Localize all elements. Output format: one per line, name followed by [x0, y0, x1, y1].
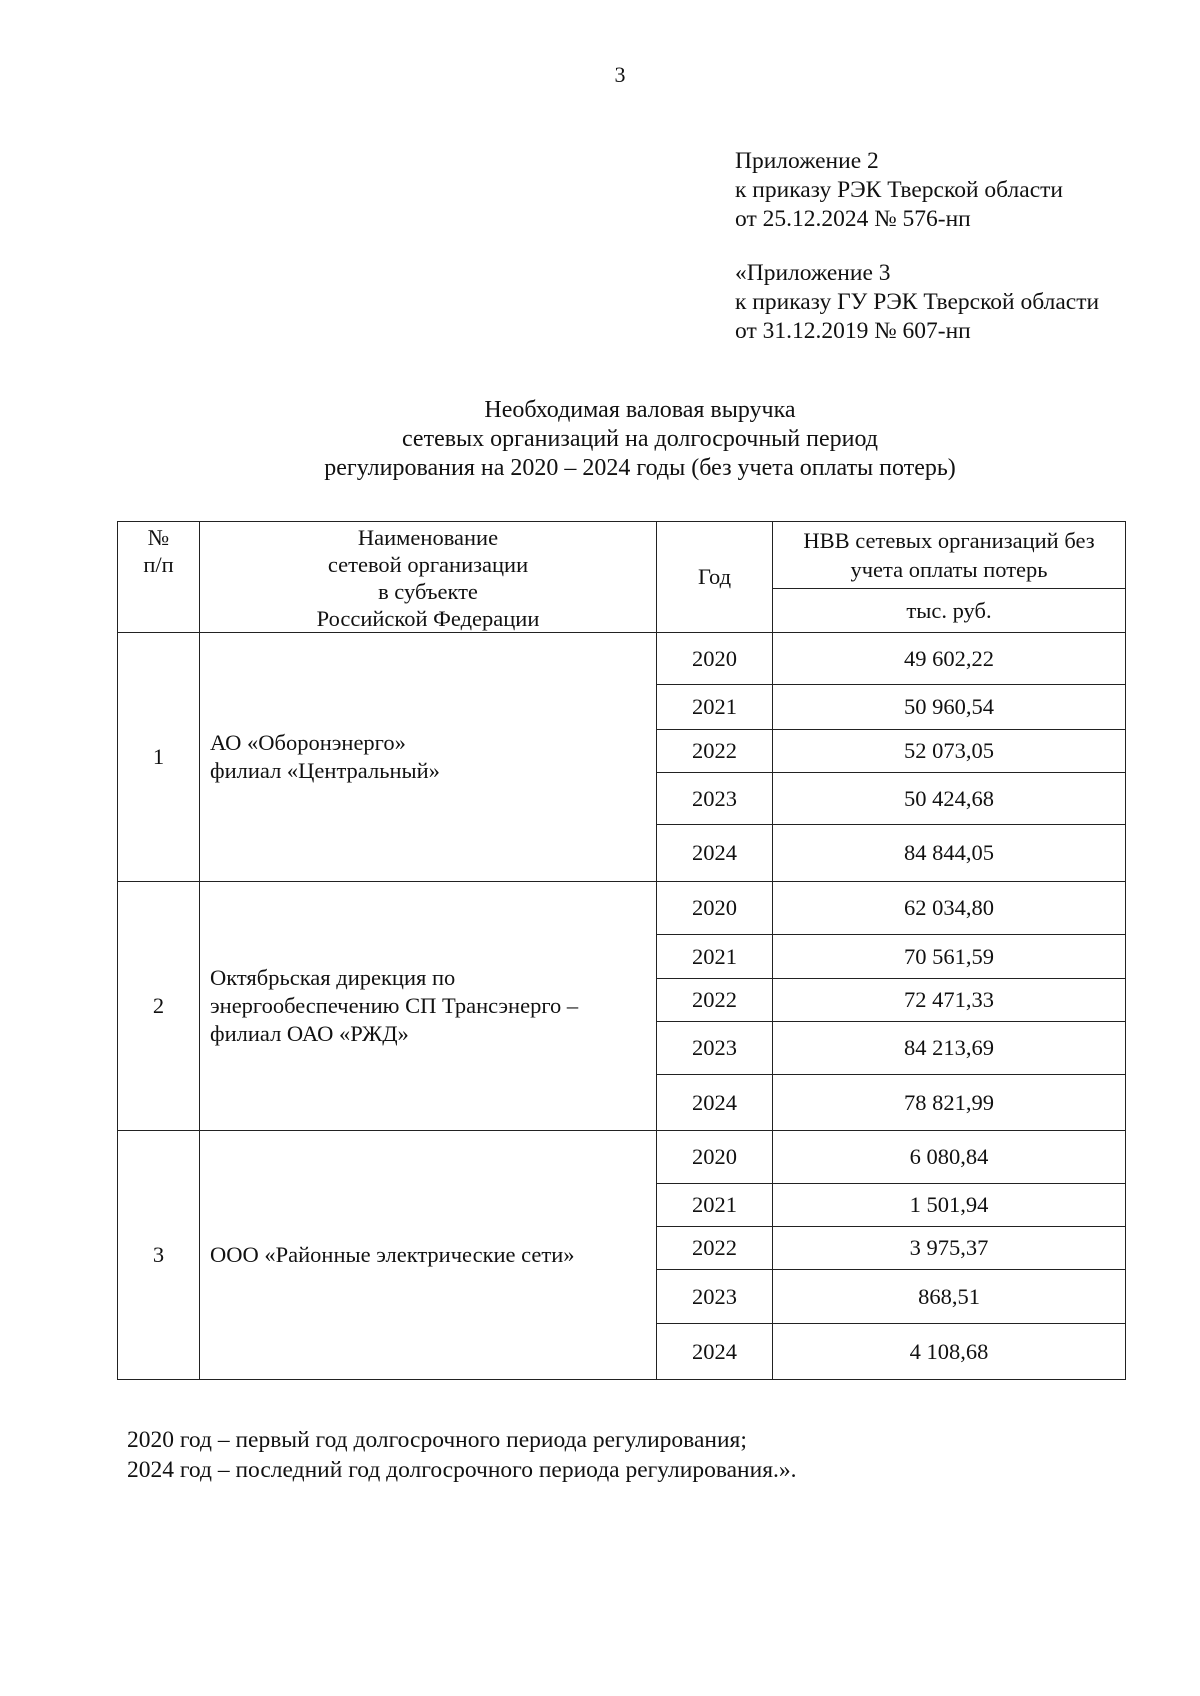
appendix-current-block — [735, 147, 1155, 234]
value-cell: 84 844,05 — [773, 825, 1126, 882]
header-nvv-line: НВВ сетевых организаций без — [803, 528, 1095, 554]
table-row — [118, 633, 1126, 685]
value-cell: 72 471,33 — [773, 979, 1126, 1022]
year-cell: 2023 — [657, 1270, 773, 1324]
page-number: 3 — [614, 62, 626, 87]
org-name-line: энергообеспечению СП Трансэнерго – — [210, 993, 579, 1018]
year-cell: 2021 — [657, 1184, 773, 1227]
org-name-line: ООО «Районные электрические сети» — [210, 1242, 575, 1267]
value-cell: 6 080,84 — [773, 1131, 1126, 1184]
header-name-line: в субъекте — [378, 579, 478, 604]
value-cell: 52 073,05 — [773, 730, 1126, 773]
year-cell: 2021 — [657, 935, 773, 979]
org-number: 2 — [118, 882, 200, 1131]
header-nvv — [773, 522, 1126, 589]
value-cell: 1 501,94 — [773, 1184, 1126, 1227]
value-cell: 3 975,37 — [773, 1227, 1126, 1270]
org-name-line: АО «Оборонэнерго» — [210, 730, 406, 755]
year-cell: 2022 — [657, 730, 773, 773]
appendix-original-line: к приказу ГУ РЭК Тверской области — [735, 289, 1100, 315]
appendix-current-line: к приказу РЭК Тверской области — [735, 177, 1063, 203]
header-row-number — [118, 522, 200, 633]
year-cell: 2021 — [657, 685, 773, 730]
year-cell: 2020 — [657, 633, 773, 685]
year-cell: 2020 — [657, 882, 773, 935]
org-name — [200, 882, 657, 1131]
appendix-original-line: от 31.12.2019 № 607-нп — [735, 318, 971, 344]
value-cell: 49 602,22 — [773, 633, 1126, 685]
table-header-row — [118, 522, 1126, 589]
year-cell: 2022 — [657, 1227, 773, 1270]
header-name-line: сетевой организации — [327, 552, 529, 577]
header-nvv-line: учета оплаты потерь — [850, 557, 1048, 583]
appendix-current-line: Приложение 2 — [735, 148, 879, 174]
value-cell: 868,51 — [773, 1270, 1126, 1324]
org-number: 1 — [118, 633, 200, 882]
year-cell: 2022 — [657, 979, 773, 1022]
value-cell: 78 821,99 — [773, 1075, 1126, 1131]
nvv-table — [117, 521, 1126, 1380]
footnote-line: 2024 год – последний год долгосрочного периода регулирования.». — [127, 1457, 797, 1483]
title-line: сетевых организаций на долгосрочный период — [401, 426, 879, 452]
footnotes — [127, 1425, 1177, 1485]
org-name-line: филиал «Центральный» — [210, 758, 440, 783]
header-name-line: Российской Федерации — [316, 606, 540, 631]
year-cell: 2023 — [657, 773, 773, 825]
document-title — [150, 396, 1130, 483]
table-row — [118, 882, 1126, 935]
org-name-line: филиал ОАО «РЖД» — [210, 1021, 409, 1046]
header-num-line: п/п — [143, 552, 174, 577]
value-cell: 50 960,54 — [773, 685, 1126, 730]
year-cell: 2020 — [657, 1131, 773, 1184]
year-cell: 2024 — [657, 1075, 773, 1131]
header-unit: тыс. руб. — [773, 589, 1126, 633]
header-year: Год — [657, 522, 773, 633]
table-row — [118, 1131, 1126, 1184]
header-organization-name — [200, 522, 657, 633]
appendix-original-line: «Приложение 3 — [735, 260, 891, 286]
org-number: 3 — [118, 1131, 200, 1380]
appendix-original-block — [735, 259, 1155, 346]
title-line: Необходимая валовая выручка — [484, 397, 796, 423]
header-name-line: Наименование — [357, 525, 499, 550]
header-num-line: № — [147, 525, 170, 550]
value-cell: 50 424,68 — [773, 773, 1126, 825]
title-line: регулирования на 2020 – 2024 годы (без учета оплаты потерь) — [324, 455, 956, 481]
appendix-current-line: от 25.12.2024 № 576-нп — [735, 206, 971, 232]
value-cell: 70 561,59 — [773, 935, 1126, 979]
year-cell: 2024 — [657, 1324, 773, 1380]
year-cell: 2023 — [657, 1022, 773, 1075]
value-cell: 62 034,80 — [773, 882, 1126, 935]
org-name — [200, 633, 657, 882]
footnote-line: 2020 год – первый год долгосрочного периода регулирования; — [127, 1427, 747, 1453]
org-name — [200, 1131, 657, 1380]
value-cell: 4 108,68 — [773, 1324, 1126, 1380]
value-cell: 84 213,69 — [773, 1022, 1126, 1075]
org-name-line: Октябрьская дирекция по — [210, 965, 456, 990]
year-cell: 2024 — [657, 825, 773, 882]
